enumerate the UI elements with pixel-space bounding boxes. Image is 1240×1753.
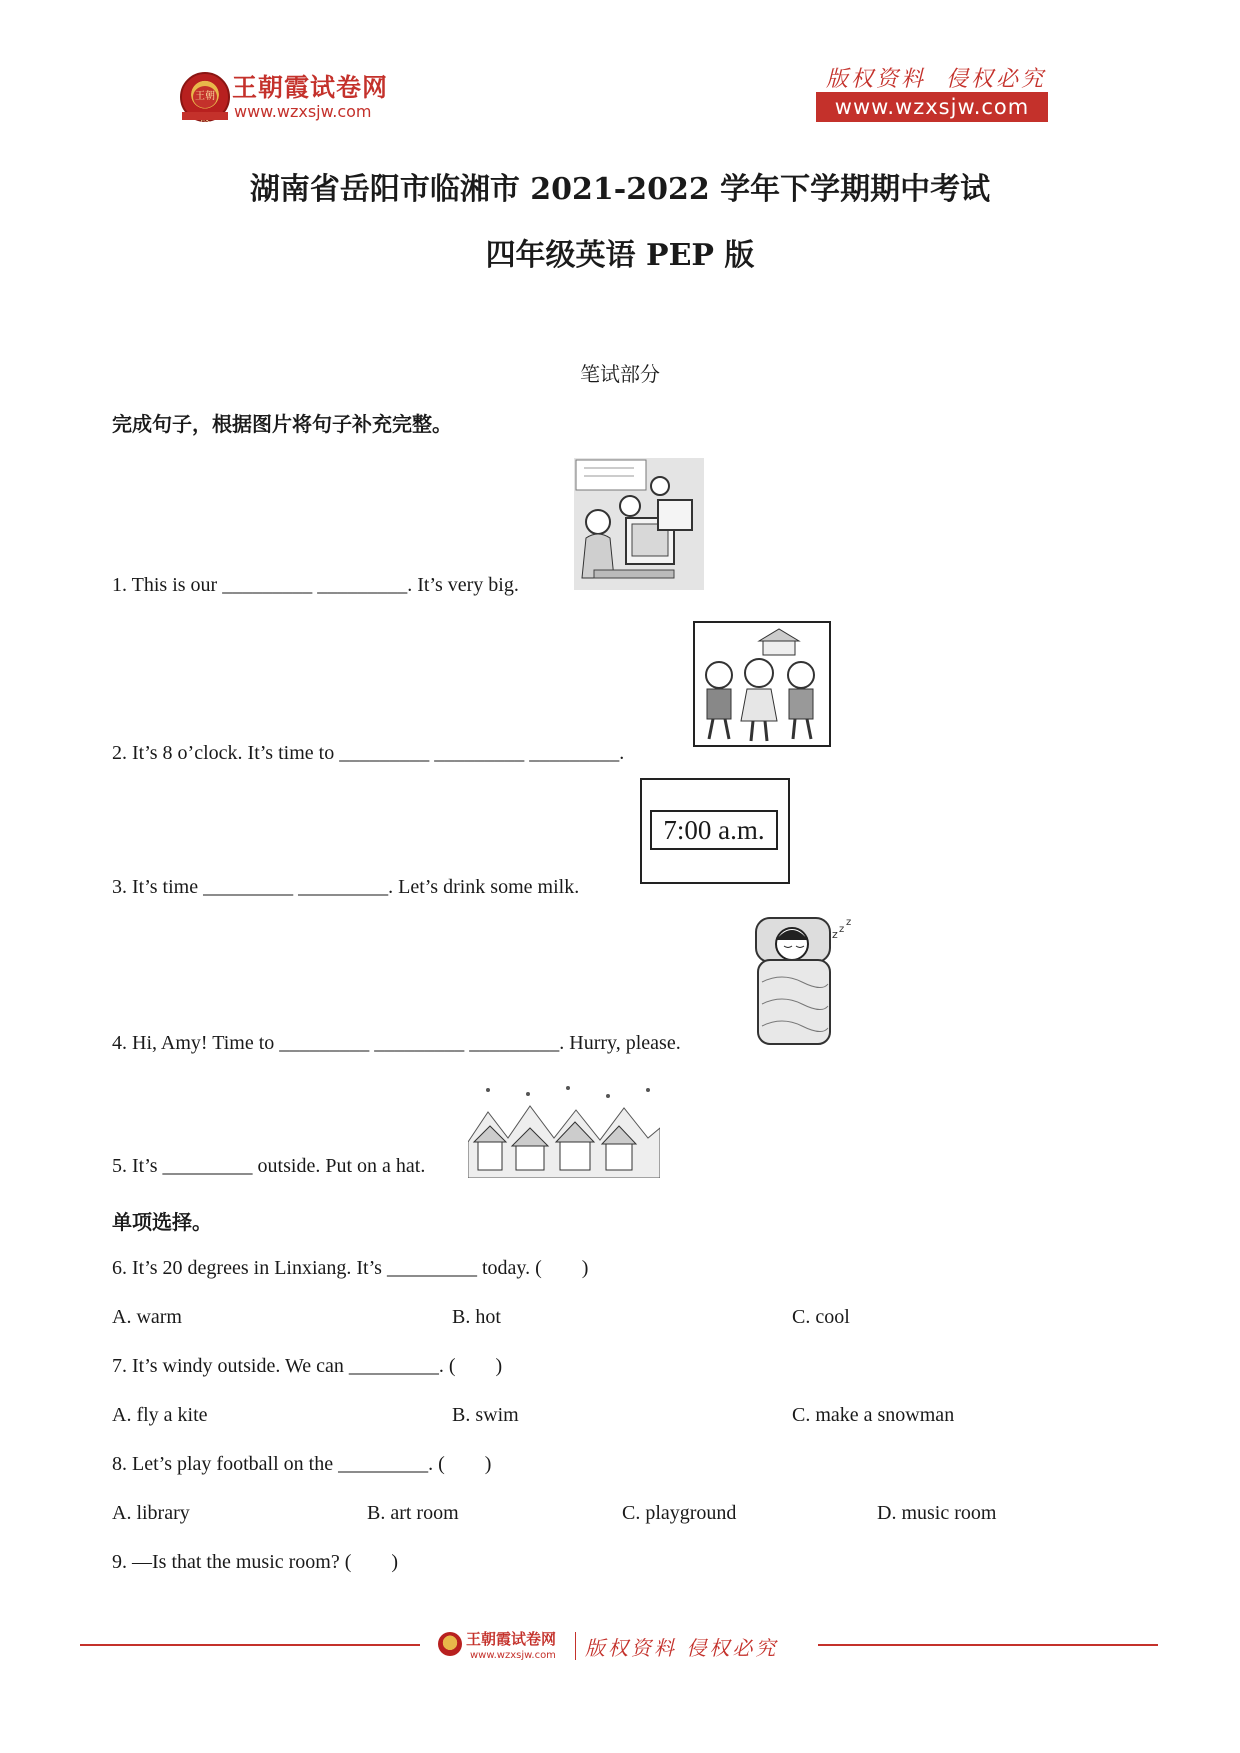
logo-ribbon (182, 112, 228, 120)
footer-divider-right (818, 1644, 1158, 1646)
url-banner: www.wzxsjw.com (816, 92, 1048, 122)
copyright-notice: 版权资料 侵权必究 (826, 67, 1046, 92)
exam-title: 湖南省岳阳市临湘市 2021-2022 学年下学期期中考试 (249, 172, 991, 207)
q6-option-b: B. hot (452, 1306, 501, 1328)
instruction-choice: 单项选择。 (112, 1210, 212, 1234)
exam-subtitle: 四年级英语 PEP 版 (485, 238, 755, 273)
logo-badge-text: 王朝 (193, 86, 217, 108)
computer-room-illustration (574, 458, 704, 590)
snowy-village-illustration (468, 1082, 660, 1178)
question-5: 5. It’s _________ outside. Put on a hat. (112, 1155, 426, 1177)
svg-text:z: z (846, 917, 852, 928)
footer-divider-left (80, 1644, 420, 1646)
question-2: 2. It’s 8 o’clock. It’s time to _________ _________ _________. (112, 742, 625, 764)
footer-site-name: 王朝霞试卷网 (466, 1630, 557, 1648)
clock-time: 7:00 a.m. (650, 810, 778, 850)
q7-option-c: C. make a snowman (792, 1404, 955, 1426)
q8-option-a: A. library (112, 1502, 190, 1524)
question-1: 1. This is our _________ _________. It’s very big. (112, 574, 519, 596)
question-9: 9. —Is that the music room? ( ) (112, 1551, 399, 1573)
q7-option-b: B. swim (452, 1404, 519, 1426)
q8-option-b: B. art room (367, 1502, 459, 1524)
svg-text:z: z (832, 928, 838, 941)
question-3: 3. It’s time _________ _________. Let’s drink some milk. (112, 876, 580, 898)
question-8: 8. Let’s play football on the _________. ( ) (112, 1453, 492, 1475)
q6-option-a: A. warm (112, 1306, 182, 1328)
footer-copyright: 版权资料 侵权必究 (585, 1636, 779, 1660)
q7-option-a: A. fly a kite (112, 1404, 208, 1426)
section-label: 笔试部分 (580, 362, 660, 386)
children-going-to-school-illustration (693, 621, 831, 747)
footer-site-url: www.wzxsjw.com (470, 1650, 556, 1661)
instruction-fill: 完成句子，根据图片将句子补充完整。 (112, 412, 452, 436)
question-6: 6. It’s 20 degrees in Linxiang. It’s _________ today. ( ) (112, 1257, 589, 1279)
footer-logo-icon (438, 1632, 462, 1656)
clock-illustration (640, 778, 790, 884)
footer-separator (575, 1632, 576, 1660)
question-7: 7. It’s windy outside. We can _________. ( ) (112, 1355, 503, 1377)
site-name: 王朝霞试卷网 (232, 73, 389, 102)
question-4: 4. Hi, Amy! Time to _________ _________ _________. Hurry, please. (112, 1032, 681, 1054)
q8-option-d: D. music room (877, 1502, 997, 1524)
site-url: www.wzxsjw.com (234, 102, 372, 121)
svg-text:z: z (839, 924, 845, 935)
q6-option-c: C. cool (792, 1306, 850, 1328)
q8-option-c: C. playground (622, 1502, 737, 1524)
sleeping-girl-illustration (752, 912, 858, 1048)
